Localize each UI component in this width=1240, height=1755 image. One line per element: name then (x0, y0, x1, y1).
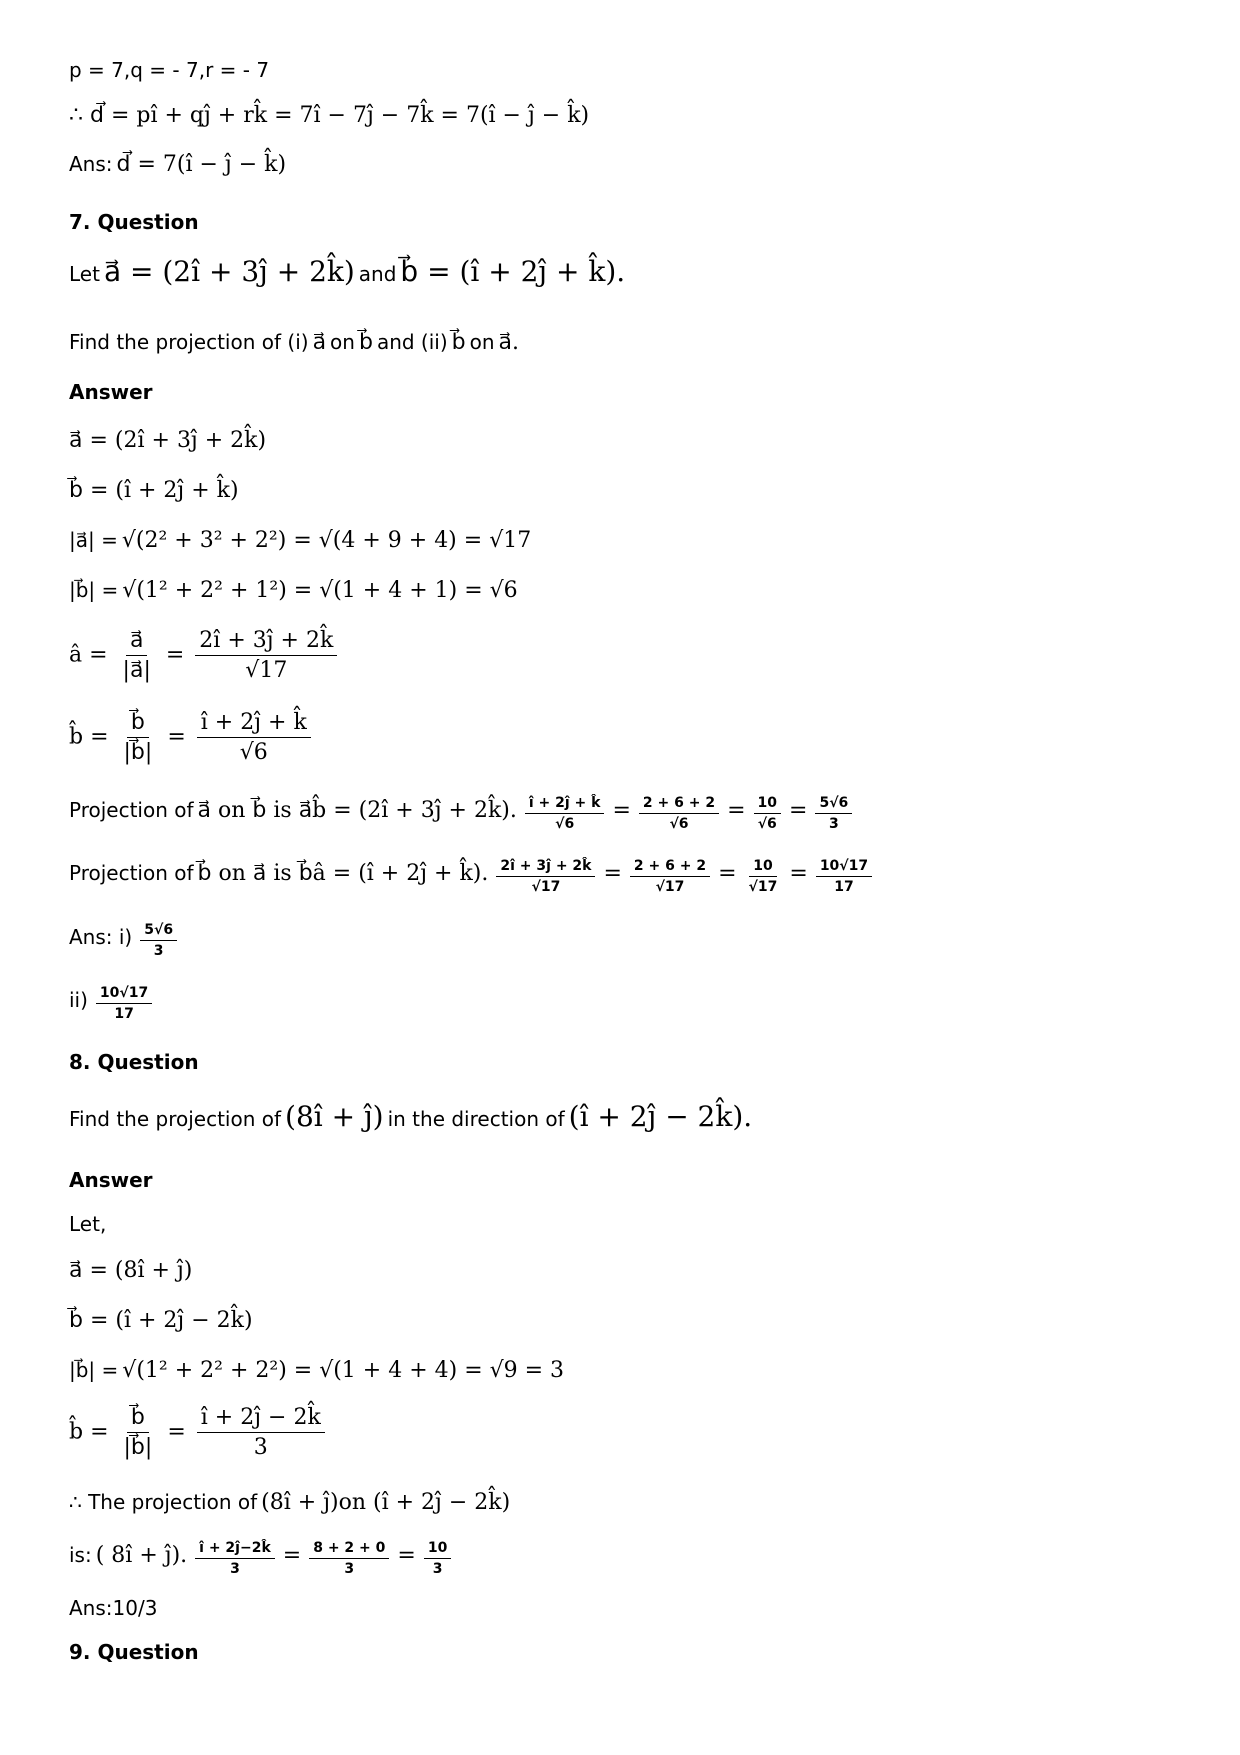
b-vector-line: b⃗ = (î + 2ĵ − 2k̂) (69, 1308, 253, 1333)
direction-text: in the direction of (387, 1107, 565, 1131)
mod-b-label: |b⃗| = (69, 1358, 119, 1382)
denominator: √17 (245, 658, 288, 683)
mod-a-expression: √(2² + 3² + 2²) = √(4 + 9 + 4) = √17 (121, 528, 532, 553)
d-vector-equation: ∴ d⃗ = pî + qĵ + rk̂ = 7î − 7ĵ − 7k̂ = 7(î − ĵ − k̂) (69, 103, 590, 128)
a-hat-line: â = $\frac{a⃗}{|a⃗|}$ = $\frac{2î + 3ĵ + 2k̂}{√17}$ (69, 628, 341, 683)
fraction (745, 858, 782, 895)
numerator: 10√17 (96, 985, 152, 1004)
is-line: is: ( 8î + ĵ). $\frac{î + 2ĵ-2k̂}{3}$ = $\frac{8 + 2 + 0}{3}$ = $\frac{10}{3}$ (69, 1540, 455, 1577)
denominator: 3 (344, 1561, 355, 1577)
fraction (754, 795, 781, 832)
denominator: 3 (432, 1561, 443, 1577)
fraction (197, 1405, 325, 1460)
denominator: |b⃗| (123, 1435, 153, 1460)
denominator: √6 (555, 816, 575, 832)
denominator: |b⃗| (123, 740, 153, 765)
mod-a-line (69, 528, 531, 553)
denominator: 17 (114, 1006, 134, 1022)
denominator: 3 (230, 1561, 240, 1577)
numerator: î + 2ĵ − 2k̂ (197, 1405, 325, 1433)
fraction (496, 858, 595, 895)
fraction (630, 858, 710, 895)
fraction (120, 1405, 157, 1460)
numerator: 10 (749, 858, 776, 877)
q8-statement (69, 1100, 752, 1133)
answer-7-i (69, 922, 181, 959)
mod-b-line (69, 578, 518, 603)
q7-statement-1 (69, 255, 625, 288)
answer-i-label: Ans: i) (69, 925, 133, 950)
mod-b-line (69, 1358, 564, 1383)
question-7-heading: 7. Question (69, 210, 199, 234)
numerator: b⃗ (127, 710, 149, 738)
answer-expression: d⃗ = 7(î − ĵ − k̂) (116, 152, 287, 177)
projection-label: Projection of (69, 798, 194, 823)
is-text: is: (69, 1543, 92, 1568)
projection-b-on-a: Projection of b⃗ on a⃗ is b⃗â = (î + 2ĵ + k̂). $\frac{2î + 3ĵ + 2k̂}{√17}$ = $\frac{2 + 6 + 2}{√17}$ = $\frac{10}{√17}$ = $\frac{10√17}{17}$ (69, 858, 876, 895)
fraction (815, 795, 852, 832)
vector-b: b⃗ (451, 330, 466, 355)
numerator: î + 2ĵ−2k̂ (195, 1540, 275, 1559)
denominator: 3 (828, 816, 839, 832)
pqr-values: p = 7,q = - 7,r = - 7 (69, 58, 270, 82)
numerator: î + 2ĵ + k̂ (197, 710, 311, 738)
answer-ii-label: ii) (69, 988, 88, 1013)
b-vector-line: b⃗ = (î + 2ĵ + k̂) (69, 478, 239, 503)
numerator: 8 + 2 + 0 (309, 1540, 389, 1559)
vector-b: b⃗ (358, 330, 373, 355)
numerator: 10 (754, 795, 781, 814)
fraction (195, 628, 337, 683)
a-definition: a⃗ = (2î + 3ĵ + 2k̂) (103, 255, 355, 288)
b-hat-lhs: b̂ = (69, 1419, 109, 1445)
b-hat-line: b̂ = $\frac{b⃗}{|b⃗|}$ = $\frac{î + 2ĵ - 2k̂}{3}$ (69, 1405, 329, 1460)
a-hat-lhs: â = (69, 642, 108, 668)
a-vector-line: a⃗ = (8î + ĵ) (69, 1258, 193, 1283)
fraction (309, 1540, 389, 1577)
answer-7-ii (69, 985, 156, 1022)
answer-label: Answer (69, 1168, 153, 1192)
denominator: √17 (531, 879, 561, 895)
fraction (197, 710, 311, 765)
projection-expression: a⃗ on b⃗ is a⃗b̂ = (2î + 3ĵ + 2k̂). (197, 798, 517, 824)
numerator: 2 + 6 + 2 (630, 858, 710, 877)
answer-prefix: Ans: (69, 152, 113, 176)
vector-a: a⃗. (498, 330, 520, 355)
answer-label: Answer (69, 380, 153, 404)
fraction (424, 1540, 451, 1577)
find-text: Find the projection of (69, 1107, 282, 1131)
answer-8: Ans:10/3 (69, 1596, 158, 1620)
denominator: √17 (655, 879, 685, 895)
on-text: on (469, 330, 495, 354)
denominator: |a⃗| (122, 658, 151, 683)
projection-expression: b⃗ on a⃗ is b⃗â = (î + 2ĵ + k̂). (197, 861, 489, 887)
denominator: √17 (748, 879, 778, 895)
numerator: 2î + 3ĵ + 2k̂ (496, 858, 595, 877)
denominator: √6 (757, 816, 777, 832)
projection-a-on-b: Projection of a⃗ on b⃗ is a⃗b̂ = (2î + 3ĵ + 2k̂). $\frac{î + 2ĵ + k̂}{√6}$ = $\frac{2 + 6 + 2}{√6}$ = $\frac{10}{√6}$ = $\frac{5√6}{3}$ (69, 795, 856, 832)
question-9-heading: 9. Question (69, 1640, 199, 1664)
numerator: 10 (424, 1540, 451, 1559)
b-hat-lhs: b̂ = (69, 724, 109, 750)
denominator: 3 (253, 1435, 268, 1460)
fraction (816, 858, 872, 895)
mod-a-label: |a⃗| = (69, 528, 118, 552)
projection-label: Projection of (69, 861, 194, 886)
fraction (639, 795, 719, 832)
fraction (195, 1540, 275, 1577)
denominator: √6 (239, 740, 268, 765)
numerator: 5√6 (140, 922, 177, 941)
numerator: a⃗ (126, 628, 147, 656)
is-expression: ( 8î + ĵ). (95, 1543, 188, 1569)
answer-6 (69, 152, 286, 177)
on-text: on (330, 330, 355, 354)
q7-statement-2 (69, 330, 519, 355)
find-text: Find the projection of (i) (69, 330, 309, 354)
b-hat-line: b̂ = $\frac{b⃗}{|b⃗|}$ = $\frac{î + 2ĵ + k̂}{√6}$ (69, 710, 315, 765)
vector-a: a⃗ (312, 330, 327, 355)
mod-b-label: |b⃗| = (69, 578, 119, 602)
vector-expression: (8î + ĵ) (285, 1100, 384, 1133)
fraction (120, 710, 157, 765)
numerator: 2î + 3ĵ + 2k̂ (195, 628, 337, 656)
vector-expression: (î + 2ĵ − 2k̂). (568, 1100, 753, 1133)
let-text: Let (69, 262, 100, 286)
therefore-line (69, 1490, 510, 1515)
numerator: 2 + 6 + 2 (639, 795, 719, 814)
therefore-expression: (8î + ĵ)on (î + 2ĵ − 2k̂) (261, 1490, 511, 1515)
fraction (119, 628, 155, 683)
b-definition: b⃗ = (î + 2ĵ + k̂). (400, 255, 626, 288)
and-ii-text: and (ii) (376, 330, 448, 354)
fraction (525, 795, 605, 832)
denominator: √6 (669, 816, 689, 832)
question-8-heading: 8. Question (69, 1050, 199, 1074)
numerator: 10√17 (816, 858, 872, 877)
therefore-text: ∴ The projection of (69, 1490, 258, 1514)
a-vector-line: a⃗ = (2î + 3ĵ + 2k̂) (69, 428, 267, 453)
fraction (140, 922, 177, 959)
numerator: b⃗ (127, 1405, 149, 1433)
numerator: 5√6 (815, 795, 852, 814)
fraction (96, 985, 152, 1022)
and-text: and (358, 262, 397, 286)
let-text: Let, (69, 1212, 107, 1236)
numerator: î + 2ĵ + k̂ (525, 795, 605, 814)
denominator: 3 (153, 943, 164, 959)
mod-b-expression: √(1² + 2² + 2²) = √(1 + 4 + 4) = √9 = 3 (122, 1358, 565, 1383)
mod-b-expression: √(1² + 2² + 1²) = √(1 + 4 + 1) = √6 (122, 578, 518, 603)
denominator: 17 (834, 879, 854, 895)
